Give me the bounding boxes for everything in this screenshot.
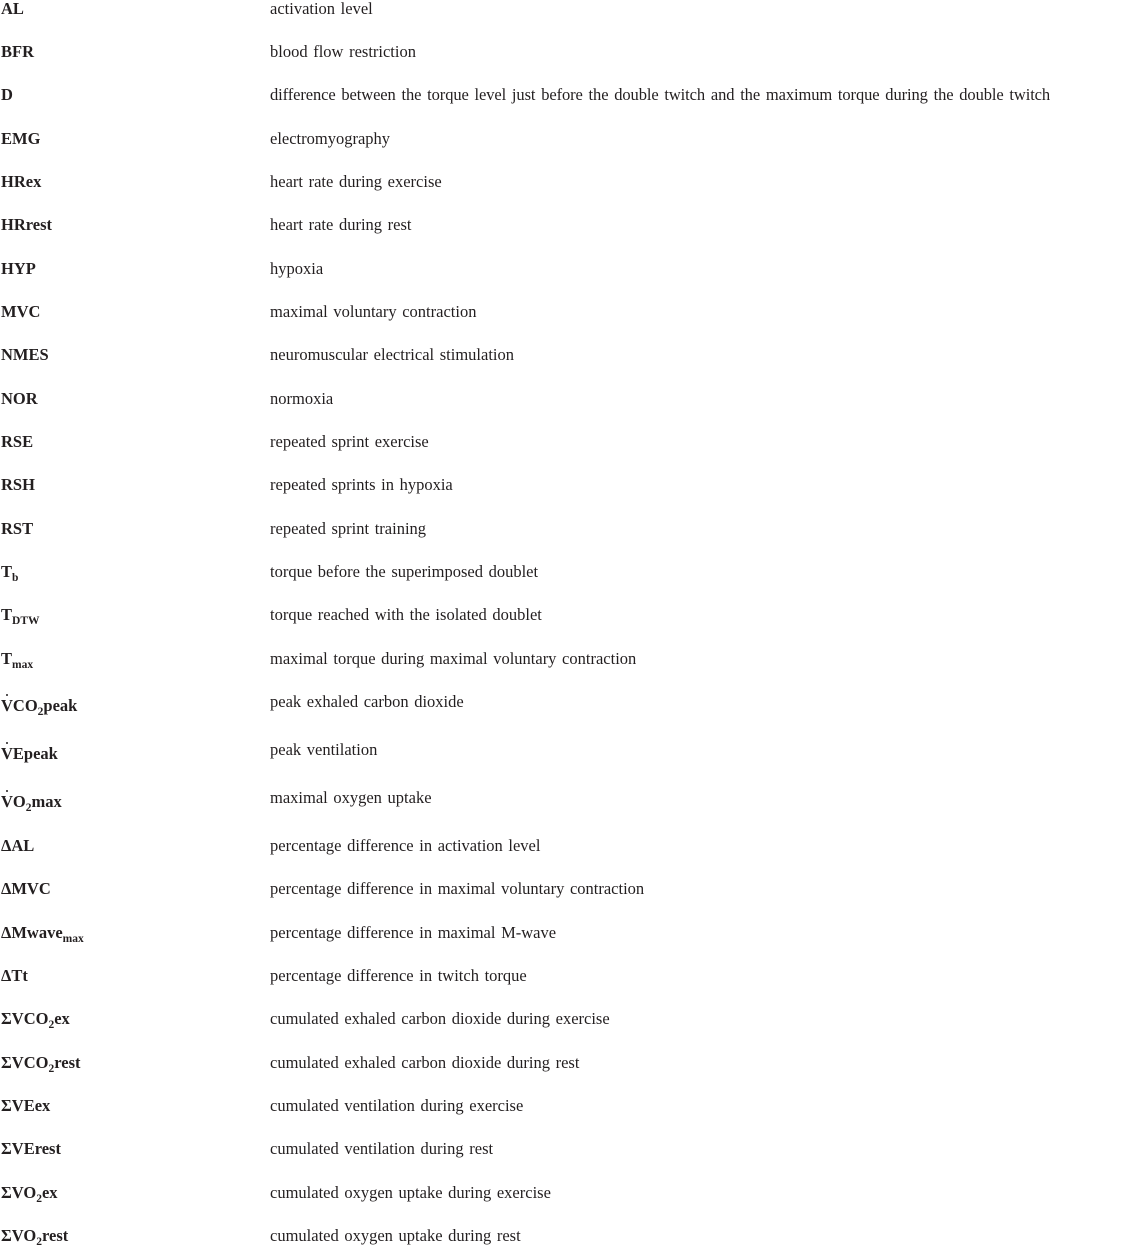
- abbreviation-row: [0, 390, 1145, 416]
- term-main: Epeak: [12, 744, 58, 763]
- v-dot-letter: V: [1, 744, 13, 763]
- abbreviation-row: [0, 563, 1145, 589]
- abbreviation-definition: normoxia: [270, 389, 334, 408]
- abbreviation-term: ΔTt: [1, 966, 28, 985]
- abbreviation-definition: percentage difference in twitch torque: [270, 966, 527, 985]
- abbreviation-definition: cumulated exhaled carbon dioxide during exercise: [270, 1009, 610, 1028]
- abbreviation-term: ΣVErest: [1, 1139, 61, 1158]
- v-dot-letter: V: [1, 696, 13, 715]
- abbreviation-row: [0, 433, 1145, 459]
- term-main: ΣVO: [1, 1183, 37, 1202]
- abbreviation-term: [1, 1227, 68, 1247]
- abbreviation-definition: activation level: [270, 0, 373, 18]
- abbreviation-definition: electromyography: [270, 129, 391, 148]
- term-main: O: [12, 792, 26, 811]
- term-suffix: max: [31, 792, 62, 811]
- abbreviation-definition: heart rate during rest: [270, 215, 412, 234]
- abbreviation-term: NOR: [1, 389, 38, 408]
- abbreviation-term: [1, 1010, 70, 1030]
- term-main: ΔMwave: [1, 923, 63, 942]
- term-suffix: ex: [54, 1009, 70, 1028]
- abbreviation-term: RSH: [1, 475, 35, 494]
- abbreviation-row: [0, 693, 1145, 719]
- abbreviation-row: [0, 741, 1145, 767]
- abbreviation-term: [1, 1054, 80, 1074]
- abbreviation-row: [0, 967, 1145, 993]
- abbreviation-term: HRrest: [1, 215, 53, 234]
- abbreviation-term: [1, 606, 40, 626]
- abbreviation-definition: repeated sprints in hypoxia: [270, 475, 453, 494]
- abbreviation-definition: maximal voluntary contraction: [270, 302, 477, 321]
- abbreviation-row: [0, 260, 1145, 286]
- abbreviation-definition: hypoxia: [270, 259, 324, 278]
- abbreviation-term: NMES: [1, 345, 49, 364]
- abbreviation-row: [0, 43, 1145, 69]
- term-main: ΣVCO: [1, 1009, 49, 1028]
- abbreviation-row: [0, 1184, 1145, 1210]
- abbreviation-definition: torque reached with the isolated doublet: [270, 605, 542, 624]
- term-subscript: 2: [25, 802, 32, 814]
- abbreviation-row: [0, 173, 1145, 199]
- abbreviation-row: [0, 1054, 1145, 1080]
- abbreviation-term: ΣVEex: [1, 1096, 51, 1115]
- term-subscript: 2: [48, 1063, 55, 1075]
- abbreviation-term: [1, 924, 84, 944]
- abbreviation-term: ΔMVC: [1, 879, 51, 898]
- abbreviation-term: HYP: [1, 259, 36, 278]
- abbreviation-term: [1, 563, 18, 583]
- abbreviation-row: [0, 476, 1145, 502]
- abbreviation-term: [1, 697, 77, 717]
- abbreviation-term: MVC: [1, 302, 41, 321]
- abbreviation-term: D: [1, 85, 13, 104]
- term-subscript: 2: [36, 1236, 42, 1248]
- v-dot-letter: V: [1, 792, 13, 811]
- abbreviation-definition: cumulated ventilation during rest: [270, 1139, 494, 1158]
- abbreviation-term: ΔAL: [1, 836, 35, 855]
- abbreviation-row: [0, 924, 1145, 950]
- abbreviation-definition: repeated sprint training: [270, 519, 427, 538]
- abbreviation-row: [0, 1097, 1145, 1123]
- abbreviation-row: [0, 650, 1145, 676]
- abbreviation-term: BFR: [1, 42, 34, 61]
- abbreviation-term: HRex: [1, 172, 42, 191]
- abbreviation-definition: maximal oxygen uptake: [270, 788, 432, 807]
- abbreviation-row: [0, 880, 1145, 906]
- term-suffix: peak: [43, 696, 78, 715]
- abbreviation-definition: peak ventilation: [270, 740, 378, 759]
- term-suffix: rest: [41, 1226, 69, 1245]
- abbreviation-term: [1, 1184, 58, 1204]
- abbreviation-definition: maximal torque during maximal voluntary contraction: [270, 649, 637, 668]
- abbreviation-row: [0, 86, 1145, 112]
- abbreviation-row: [0, 606, 1145, 632]
- term-suffix: ex: [41, 1183, 58, 1202]
- abbreviation-definition: repeated sprint exercise: [270, 432, 429, 451]
- term-main: ΣVO: [1, 1226, 37, 1245]
- abbreviation-term: EMG: [1, 129, 41, 148]
- abbreviation-definition: cumulated ventilation during exercise: [270, 1096, 524, 1115]
- term-main: T: [1, 562, 13, 581]
- abbreviation-row: [0, 1010, 1145, 1036]
- abbreviation-definition: difference between the torque level just before the double twitch and the maximum torque during the double twitch: [270, 85, 1051, 104]
- abbreviation-definition: neuromuscular electrical stimulation: [270, 345, 514, 364]
- abbreviation-term: RSE: [1, 432, 34, 451]
- term-subscript: 2: [48, 1019, 55, 1031]
- term-subscript: max: [12, 659, 34, 671]
- term-main: ΣVCO: [1, 1053, 49, 1072]
- abbreviation-term: [1, 650, 33, 670]
- abbreviation-row: [0, 789, 1145, 815]
- term-subscript: 2: [36, 1193, 42, 1205]
- abbreviation-row: [0, 520, 1145, 546]
- abbreviation-definition: percentage difference in activation level: [270, 836, 541, 855]
- abbreviation-definition: percentage difference in maximal M-wave: [270, 923, 557, 942]
- abbreviation-row: [0, 216, 1145, 242]
- abbreviation-definition: cumulated oxygen uptake during exercise: [270, 1183, 551, 1202]
- abbreviation-term: RST: [1, 519, 34, 538]
- abbreviation-row: [0, 1227, 1145, 1253]
- abbreviation-term: [1, 793, 62, 813]
- abbreviation-row: [0, 837, 1145, 863]
- abbreviation-row: [0, 130, 1145, 156]
- abbreviation-row: [0, 303, 1145, 329]
- term-subscript: DTW: [12, 615, 40, 627]
- abbreviation-definition: torque before the superimposed doublet: [270, 562, 539, 581]
- term-suffix: rest: [54, 1053, 81, 1072]
- abbreviation-row: [0, 1140, 1145, 1166]
- abbreviation-definition: cumulated exhaled carbon dioxide during rest: [270, 1053, 580, 1072]
- abbreviation-definition: blood flow restriction: [270, 42, 416, 61]
- abbreviation-term: [1, 745, 58, 763]
- abbreviation-definition: heart rate during exercise: [270, 172, 442, 191]
- term-main: CO: [12, 696, 38, 715]
- abbreviation-row: [0, 346, 1145, 372]
- abbreviation-definition: peak exhaled carbon dioxide: [270, 692, 464, 711]
- term-subscript: b: [12, 572, 19, 584]
- term-subscript: 2: [37, 706, 44, 718]
- abbreviation-row: [0, 0, 1145, 26]
- term-subscript: max: [62, 933, 84, 945]
- abbreviation-definition: percentage difference in maximal voluntary contraction: [270, 879, 645, 898]
- abbreviation-definition: cumulated oxygen uptake during rest: [270, 1226, 521, 1245]
- term-main: T: [1, 649, 13, 668]
- term-main: T: [1, 605, 13, 624]
- abbreviation-term: AL: [1, 0, 24, 18]
